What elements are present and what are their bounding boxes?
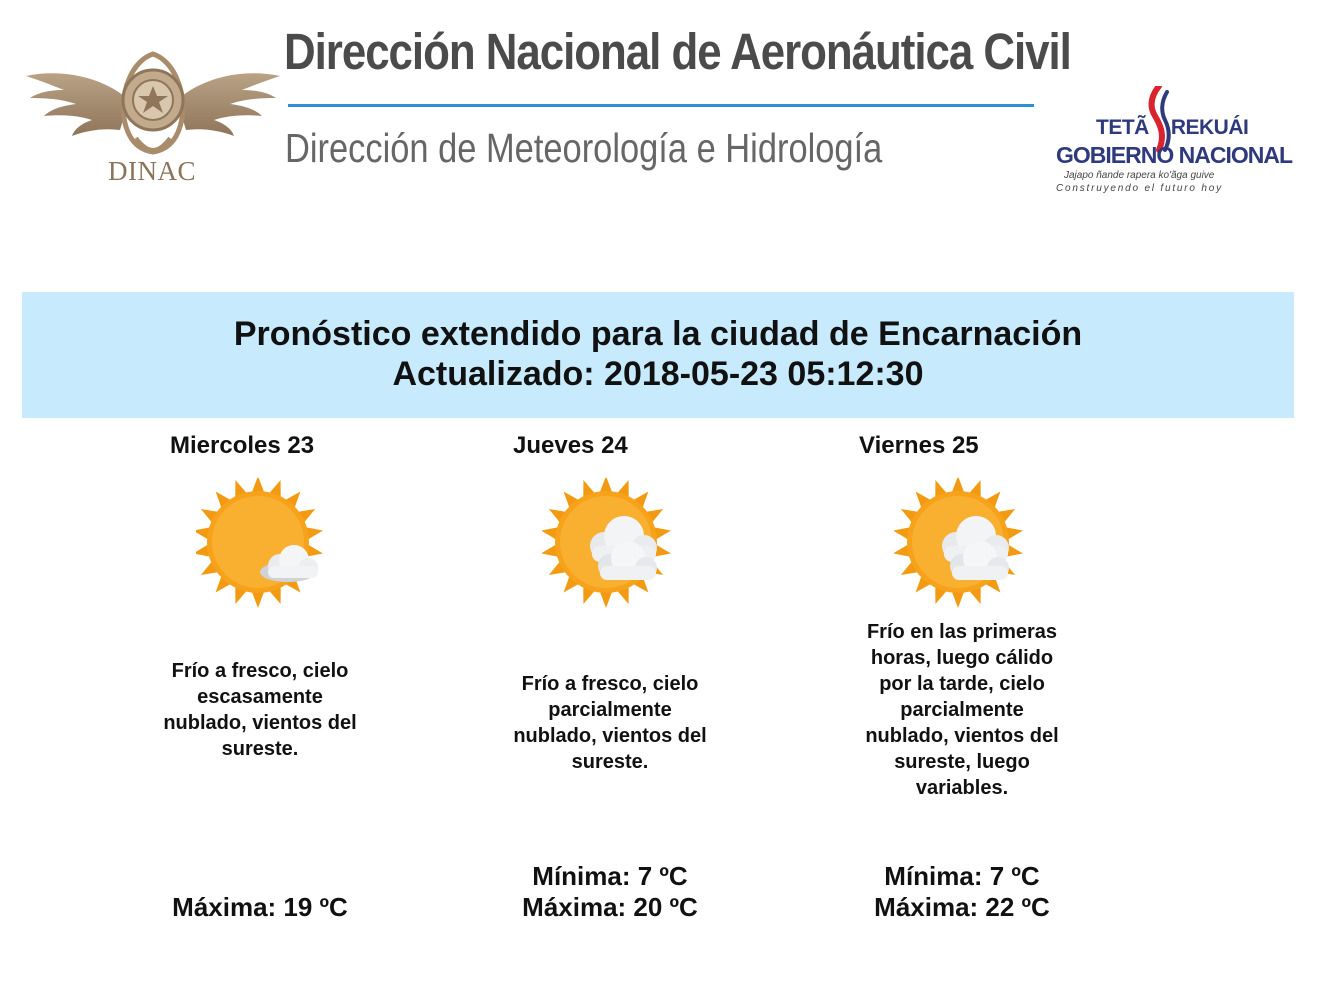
min-temperature: Mínima: 7 ºC bbox=[532, 861, 688, 891]
logo-text: DINAC bbox=[108, 156, 196, 186]
day-description: Frío a fresco, cielo escasamente nublado, vientos del sureste. bbox=[163, 660, 357, 760]
government-logo-line2: GOBIERNO NACIONAL bbox=[1056, 142, 1292, 168]
day-description: Frío en las primeras horas, luego cálido por la tarde, cielo parcialmente nublado, vientos del sureste, luego variables. bbox=[865, 621, 1059, 799]
min-temperature: Mínima: 7 ºC bbox=[884, 861, 1040, 891]
government-logo-line1: TETÃ REKUÁI bbox=[1096, 116, 1249, 139]
max-temperature: Máxima: 20 ºC bbox=[522, 892, 698, 922]
sun-with-small-cloud-icon bbox=[196, 478, 328, 610]
organization-title: Dirección Nacional de Aeronáutica Civil bbox=[284, 23, 1071, 80]
day-name: Viernes 25 bbox=[859, 432, 979, 459]
government-logo-tagline: Construyendo el futuro hoy bbox=[1056, 183, 1223, 194]
max-temperature: Máxima: 22 ºC bbox=[874, 892, 1050, 922]
forecast-banner bbox=[22, 292, 1294, 418]
government-logo-tagline-guarani: Jajapo ñande rapera ko'ãga guive bbox=[1064, 170, 1215, 181]
organization-subtitle: Dirección de Meteorología e Hidrología bbox=[285, 125, 883, 171]
header-divider bbox=[288, 104, 1034, 107]
sun-with-clouds-icon bbox=[542, 478, 674, 610]
sun-with-clouds-icon bbox=[894, 478, 1026, 610]
day-name: Jueves 24 bbox=[513, 432, 628, 459]
updated-timestamp: Actualizado: 2018-05-23 05:12:30 bbox=[392, 355, 924, 393]
day-name: Miercoles 23 bbox=[170, 432, 315, 459]
forecast-title: Pronóstico extendido para la ciudad de Encarnación bbox=[233, 315, 1083, 353]
day-description: Frío a fresco, cielo parcialmente nublado, vientos del sureste. bbox=[513, 673, 707, 773]
max-temperature: Máxima: 19 ºC bbox=[172, 892, 348, 922]
